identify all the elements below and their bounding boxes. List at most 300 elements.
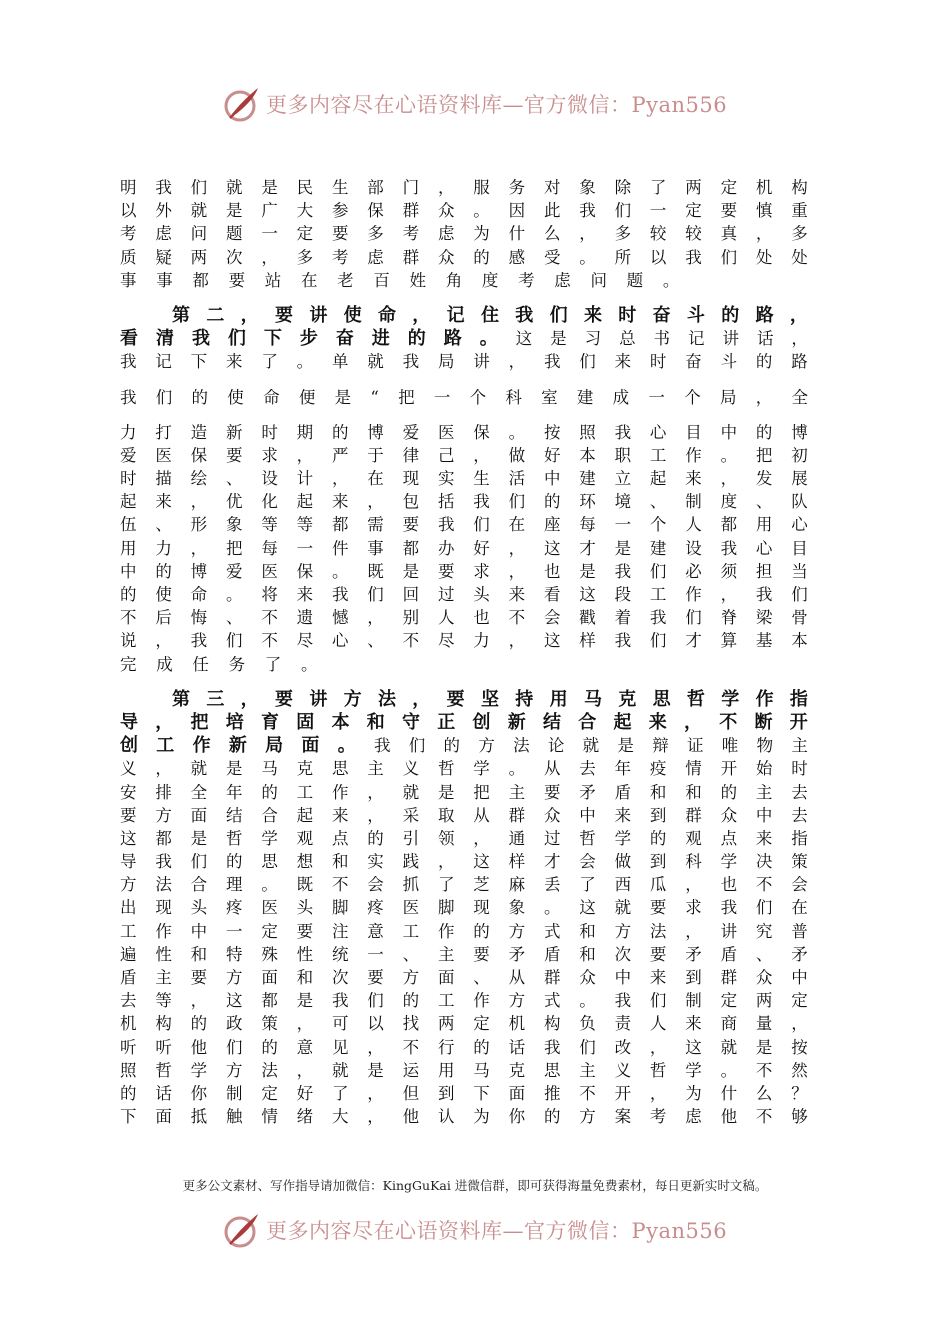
text-char: 中 <box>755 805 773 825</box>
text-line <box>120 781 808 804</box>
text-char: 清 <box>155 328 174 350</box>
text-char: 群 <box>685 805 702 825</box>
text-char: 年 <box>225 782 243 802</box>
text-char: 了 <box>649 178 667 197</box>
text-char: 要 <box>228 270 246 290</box>
text-char: 不 <box>402 1037 420 1057</box>
text-char: 。 <box>579 991 596 1011</box>
text-char: 建 <box>649 538 667 558</box>
text-char: 下 <box>120 1107 137 1127</box>
text-char: 绪 <box>296 1107 314 1127</box>
text-char: 案 <box>614 1107 632 1127</box>
text-char: 来 <box>755 828 773 848</box>
text-char: 现 <box>155 898 172 918</box>
text-char: 机 <box>755 178 773 197</box>
text-char: 定 <box>296 224 314 244</box>
text-char: 命 <box>377 304 396 326</box>
text-char: 思 <box>261 852 278 872</box>
text-char: 实 <box>367 852 384 872</box>
text-char: 每 <box>261 538 278 558</box>
text-char: 不 <box>402 631 420 651</box>
text-char: 路 <box>755 304 774 326</box>
text-char: 什 <box>720 1083 738 1103</box>
text-char: 来 <box>508 585 526 604</box>
text-char: 明 <box>120 178 137 197</box>
text-char: 是 <box>755 1037 773 1057</box>
text-char: 思 <box>331 759 349 779</box>
text-char: 用 <box>755 515 773 535</box>
text-char: 进 <box>371 328 390 350</box>
text-char: 样 <box>579 631 596 651</box>
text-char: 要 <box>274 304 293 326</box>
text-char: 虑 <box>554 270 571 290</box>
text-char: 合 <box>578 711 597 733</box>
text-char: 斗 <box>720 352 738 372</box>
text-char: ， <box>155 631 172 651</box>
text-char: 们 <box>549 304 568 326</box>
text-char: ， <box>367 805 384 825</box>
text-char: 学 <box>261 828 278 848</box>
text-char: 方 <box>225 968 243 987</box>
text-line <box>120 873 808 896</box>
text-line <box>120 920 808 943</box>
text-char: ， <box>240 304 259 326</box>
text-char: 会 <box>579 852 596 872</box>
text-char: 广 <box>261 201 278 221</box>
text-char: 、 <box>473 968 490 987</box>
text-char: 我 <box>649 608 667 628</box>
text-char: 在 <box>300 270 318 290</box>
text-char: 的 <box>225 852 243 872</box>
text-char: 设 <box>685 538 702 558</box>
text-char: 引 <box>402 828 420 848</box>
text-char: 们 <box>225 631 243 651</box>
text-line <box>120 850 808 873</box>
text-char: 使 <box>155 585 172 604</box>
text-char: 这 <box>543 538 561 558</box>
text-char: 都 <box>261 991 278 1011</box>
text-char: 我 <box>473 492 490 512</box>
text-char: 保 <box>190 445 208 465</box>
text-char: 一 <box>261 224 278 244</box>
text-char: 我 <box>120 387 137 407</box>
text-char: 多 <box>367 224 384 244</box>
text-char: 路 <box>791 352 808 372</box>
text-char: 么 <box>755 1083 773 1103</box>
text-char: 克 <box>296 759 314 779</box>
text-char: 定 <box>720 991 738 1011</box>
text-char: 通 <box>508 828 526 848</box>
text-line <box>120 966 808 989</box>
text-char: 时 <box>261 422 278 442</box>
text-char: 们 <box>791 585 808 604</box>
text-char: 头 <box>473 585 490 604</box>
text-char: 做 <box>614 852 632 872</box>
text-char: 遍 <box>120 944 137 964</box>
text-char: 人 <box>685 515 702 535</box>
text-char: 来 <box>331 492 349 512</box>
text-char: 好 <box>473 538 490 558</box>
text-char: 担 <box>755 561 773 581</box>
text-char: 点 <box>331 828 349 848</box>
text-char: 马 <box>261 759 278 779</box>
text-char: 开 <box>614 1083 632 1103</box>
text-char: 才 <box>579 538 596 558</box>
text-char: 真 <box>720 224 738 244</box>
text-char: 从 <box>473 805 490 825</box>
text-char: 好 <box>543 445 561 465</box>
text-char: 按 <box>791 1037 808 1057</box>
text-char: 也 <box>473 608 490 628</box>
footer-note: 更多公文素材、写作指导请加微信：KingGuKai 进微信群，即可获得海量免费素材，每日更新实时文稿。 <box>182 1178 768 1193</box>
text-line <box>120 304 808 327</box>
text-char: 培 <box>225 711 244 733</box>
text-char: 照 <box>120 1060 137 1080</box>
text-char: 众 <box>543 805 561 825</box>
text-char: 机 <box>508 1014 526 1034</box>
text-char: 都 <box>402 538 420 558</box>
text-char: 在 <box>508 515 526 535</box>
text-char: 个 <box>469 387 487 407</box>
text-char: 次 <box>331 968 349 987</box>
text-char: 虑 <box>155 224 172 244</box>
text-char: 盾 <box>543 944 561 964</box>
text-char: 起 <box>296 805 314 825</box>
text-char: 一 <box>296 538 314 558</box>
text-char: ， <box>649 1083 667 1103</box>
text-char: 抓 <box>402 875 420 895</box>
text-char: 、 <box>402 944 420 964</box>
text-char: 从 <box>508 968 526 987</box>
text-char: 话 <box>756 329 774 349</box>
text-line <box>120 421 808 444</box>
text-char: 制 <box>225 1083 243 1103</box>
text-char: 生 <box>473 469 490 489</box>
text-char: ， <box>508 561 526 581</box>
text-char: 考 <box>331 247 349 267</box>
text-char: 要 <box>649 898 667 918</box>
text-char: 法 <box>649 921 667 941</box>
text-char: 持 <box>515 688 534 710</box>
text-char: 局 <box>265 735 284 757</box>
text-char: 要 <box>274 688 293 710</box>
text-char: 老 <box>337 270 354 290</box>
text-char: 和 <box>331 852 349 872</box>
text-line <box>120 537 808 560</box>
text-char: 我 <box>614 561 632 581</box>
text-line <box>120 989 808 1012</box>
text-line <box>120 629 808 652</box>
text-char: 姓 <box>409 270 426 290</box>
text-char: 路 <box>443 328 462 350</box>
text-char: 我 <box>614 422 632 442</box>
text-char: 工 <box>402 921 420 941</box>
text-char: 矛 <box>508 944 526 964</box>
text-char: 于 <box>367 445 384 465</box>
text-char: 。 <box>261 875 278 895</box>
text-char: 到 <box>685 968 702 987</box>
text-char: 两 <box>437 1014 455 1034</box>
text-char: 主 <box>755 782 773 802</box>
text-line <box>120 711 808 734</box>
text-char: 都 <box>155 828 172 848</box>
text-char: 疑 <box>155 247 172 267</box>
text-char: ， <box>437 178 455 197</box>
text-char: 责 <box>614 1014 632 1034</box>
text-char: 现 <box>402 469 420 489</box>
text-char: 理 <box>225 875 243 895</box>
text-char: 虑 <box>367 247 384 267</box>
text-char: 思 <box>543 1060 561 1080</box>
text-char: 回 <box>402 585 420 604</box>
text-line <box>120 199 808 222</box>
text-char: 是 <box>614 538 632 558</box>
text-char: 事 <box>367 538 384 558</box>
text-char: 便 <box>298 387 316 407</box>
text-char: 哲 <box>155 1060 172 1080</box>
text-char: 认 <box>437 1107 455 1127</box>
text-char: 务 <box>508 178 526 197</box>
text-char: 运 <box>402 1060 420 1080</box>
text-char: 学 <box>614 828 632 848</box>
text-char: 的 <box>473 921 490 941</box>
text-char: 商 <box>720 1014 738 1034</box>
text-char: 博 <box>367 422 384 442</box>
text-char: 我 <box>579 201 596 221</box>
text-char: 讲 <box>309 688 328 710</box>
text-char: 悔 <box>190 608 208 628</box>
text-char: 度 <box>720 492 738 512</box>
text-char: 主 <box>437 944 455 964</box>
text-char: 较 <box>649 224 667 244</box>
text-char: 们 <box>649 631 667 651</box>
text-char: 决 <box>755 852 773 872</box>
text-char: 受 <box>543 247 561 267</box>
text-char: 过 <box>543 828 561 848</box>
text-char: 伍 <box>120 515 137 535</box>
text-char: 也 <box>720 875 738 895</box>
text-char: 起 <box>649 469 667 489</box>
text-char: 建 <box>579 469 596 489</box>
text-char: 来 <box>614 352 632 372</box>
text-char: 见 <box>331 1037 349 1057</box>
text-char: 。 <box>720 1060 738 1080</box>
text-char: 义 <box>614 1060 632 1080</box>
text-char: 把 <box>398 387 415 407</box>
text-char: ， <box>261 247 278 267</box>
text-char: 发 <box>755 469 773 489</box>
quill-logo-icon <box>222 84 262 124</box>
text-char: 环 <box>579 492 596 512</box>
text-char: ， <box>240 688 259 710</box>
text-char: 定 <box>685 201 702 221</box>
text-char: 矛 <box>685 944 702 964</box>
text-char: 既 <box>296 875 314 895</box>
text-char: 一 <box>225 921 243 941</box>
text-char: 度 <box>481 270 499 290</box>
text-char: 哲 <box>225 828 243 848</box>
text-char: 头 <box>296 898 314 918</box>
text-char: 事 <box>120 270 137 290</box>
text-char: 多 <box>296 247 314 267</box>
text-char: 作 <box>473 991 490 1011</box>
text-char: 医 <box>437 422 455 442</box>
text-char: 哲 <box>649 1060 667 1080</box>
text-char: 爱 <box>225 561 243 581</box>
text-char: 导 <box>120 711 138 733</box>
text-char: 记 <box>446 304 465 326</box>
text-char: 注 <box>331 921 349 941</box>
text-char: 和 <box>296 968 314 987</box>
text-char: 们 <box>649 561 667 581</box>
text-char: 要 <box>296 921 314 941</box>
text-char: 方 <box>508 921 526 941</box>
text-char: 都 <box>720 515 738 535</box>
text-char: 究 <box>755 921 773 941</box>
text-char: 的 <box>443 736 461 756</box>
text-char: 次 <box>225 247 243 267</box>
text-char: 机 <box>120 1014 137 1034</box>
text-line <box>120 246 808 269</box>
text-char: 殊 <box>261 944 278 964</box>
text-char: 固 <box>296 711 315 733</box>
text-char: ， <box>296 1014 314 1034</box>
header-watermark-banner <box>222 84 742 124</box>
text-char: 行 <box>437 1037 455 1057</box>
text-char: 。 <box>543 898 561 918</box>
text-char: 够 <box>791 1107 808 1127</box>
text-char: 把 <box>225 538 243 558</box>
text-char: 办 <box>437 538 455 558</box>
text-char: 们 <box>614 201 632 221</box>
text-char: 也 <box>543 561 561 581</box>
text-char: 把 <box>755 445 773 465</box>
text-char: 作 <box>155 921 172 941</box>
text-char: 芝 <box>473 875 490 895</box>
text-char: 始 <box>755 759 773 779</box>
text-char: 我 <box>191 328 210 350</box>
text-char: 尽 <box>437 631 455 651</box>
text-char: 会 <box>543 608 561 628</box>
text-char: 说 <box>120 631 137 651</box>
text-char: 看 <box>543 585 561 604</box>
text-char: 考 <box>402 224 420 244</box>
text-char: 方 <box>614 921 632 941</box>
text-char: 样 <box>508 852 526 872</box>
text-char: 方 <box>579 1107 596 1127</box>
text-char: 医 <box>402 898 420 918</box>
text-char: 话 <box>508 1037 526 1057</box>
text-line <box>120 269 808 292</box>
text-char: 来 <box>685 1014 702 1034</box>
text-char: 为 <box>473 1107 490 1127</box>
text-char: 一 <box>648 387 665 407</box>
text-char: 盾 <box>614 782 632 802</box>
text-char: 描 <box>155 469 172 489</box>
text-char: 群 <box>402 201 420 221</box>
text-char: 作 <box>192 735 211 757</box>
text-char: 时 <box>120 469 137 489</box>
text-char: 作 <box>755 688 774 710</box>
text-char: 作 <box>685 585 702 604</box>
text-char: 以 <box>649 247 667 267</box>
text-char: 两 <box>755 991 773 1011</box>
text-line <box>120 827 808 850</box>
text-char: 的 <box>543 1107 561 1127</box>
text-char: 心 <box>649 422 667 442</box>
text-char: 这 <box>543 631 561 651</box>
text-char: 爱 <box>402 422 420 442</box>
text-char: 中 <box>190 921 208 941</box>
text-char: 们 <box>755 898 773 918</box>
text-char: ， <box>367 1107 384 1127</box>
text-char: 看 <box>120 328 138 350</box>
text-char: 当 <box>791 561 808 581</box>
text-char: 三 <box>206 688 225 710</box>
text-char: 的 <box>402 991 420 1011</box>
text-char: 民 <box>296 178 314 197</box>
text-char: 是 <box>367 1060 384 1080</box>
text-char: 着 <box>614 608 632 628</box>
text-char: 们 <box>367 991 384 1011</box>
text-char: 时 <box>649 352 667 372</box>
text-char: 证 <box>687 736 704 756</box>
text-char: 我 <box>373 736 391 756</box>
text-char: 了 <box>579 875 596 895</box>
text-char: 西 <box>614 875 632 895</box>
text-char: 这 <box>225 991 243 1011</box>
text-char: 时 <box>791 759 808 779</box>
text-char: ， <box>367 1037 384 1057</box>
footer-watermark-banner <box>222 1210 742 1250</box>
text-char: 从 <box>543 759 561 779</box>
text-char: 门 <box>402 178 420 197</box>
text-char: 大 <box>331 1107 349 1127</box>
text-char: 境 <box>614 492 632 512</box>
text-char: 法 <box>377 688 396 710</box>
text-char: 性 <box>296 944 314 964</box>
text-char: 梁 <box>755 608 773 628</box>
text-char: 、 <box>367 631 384 651</box>
text-char: 然 <box>791 1060 808 1080</box>
text-line <box>120 606 808 629</box>
text-char: 段 <box>614 585 632 604</box>
text-char: 结 <box>543 711 561 733</box>
text-char: 每 <box>579 515 596 535</box>
text-char: 为 <box>473 224 490 244</box>
text-char: 照 <box>579 422 596 442</box>
text-char: 要 <box>649 944 667 964</box>
text-char: 定 <box>261 921 278 941</box>
text-char: 要 <box>225 445 243 465</box>
text-char: 的 <box>755 422 773 442</box>
text-char: 一 <box>649 201 667 221</box>
text-char: 力 <box>120 422 137 442</box>
text-line <box>120 513 808 536</box>
text-char: 除 <box>614 178 632 197</box>
text-char: 但 <box>402 1083 420 1103</box>
text-char: 他 <box>190 1037 208 1057</box>
text-char: 么 <box>543 224 561 244</box>
text-line <box>120 222 808 245</box>
text-char: 指 <box>791 828 808 848</box>
text-char: 采 <box>402 805 420 825</box>
paragraph-gap <box>120 409 808 421</box>
text-char: 和 <box>366 711 385 733</box>
text-char: 时 <box>618 304 637 326</box>
text-char: 点 <box>720 828 738 848</box>
text-char: 我 <box>402 352 420 372</box>
